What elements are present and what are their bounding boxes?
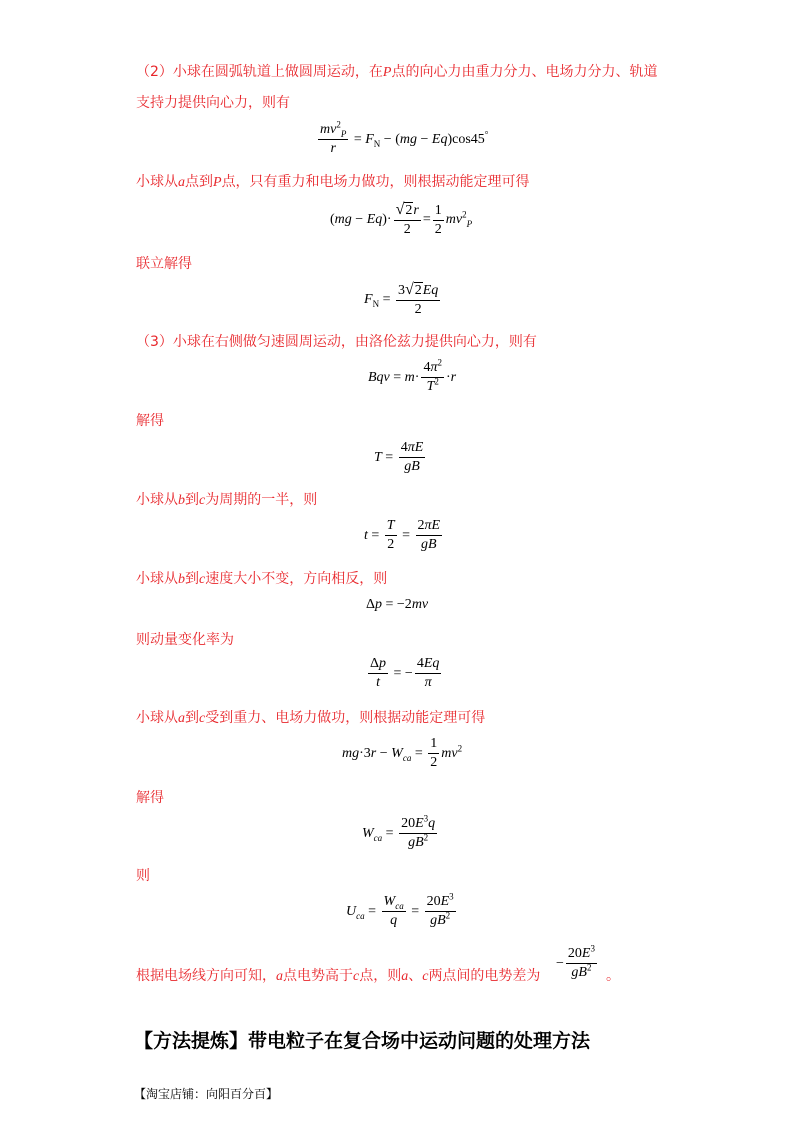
text-line-2: 支持力提供向心力，则有 <box>136 95 290 111</box>
equation-2: (mg − Eq)· √ 2 r 2 = $\frac{1}{2}$ $mv^2_P$ <box>330 201 473 237</box>
footer-shop-note: 【淘宝店铺：向阳百分百】 <box>134 1087 279 1101</box>
text-line-9: 则动量变化率为 <box>136 632 234 648</box>
equation-7: Δp = −2mv <box>366 597 429 612</box>
equation-5: T = $\frac{4\pi E}{gB}$ <box>374 440 424 474</box>
equation-8: $\frac{\Delta p}{t}$ = − $\frac{4Eq}{\pi}$ <box>370 656 440 690</box>
text-line-13-end: 。 <box>606 968 620 984</box>
text-line-3: 小球从a点到P点，只有重力和电场力做功，则根据动能定理可得 <box>136 174 530 190</box>
section-heading: 【方法提炼】带电粒子在复合场中运动问题的处理方法 <box>134 1030 591 1052</box>
equation-1: $\frac{mv^2_P}{r}$ = $F_N - (mg - Eq)\cos 45^\circ$ <box>320 119 489 156</box>
text-line-10: 小球从a到c受到重力、电场力做功，则根据动能定理可得 <box>136 710 486 726</box>
equation-6: t = $\frac{T}{2}$ = $\frac{2\pi E}{gB}$ <box>364 518 441 552</box>
equation-inline-answer: − $\frac{20E^3}{gB^2}$ <box>556 943 595 980</box>
text-line-13: 根据电场线方向可知，a点电势高于c点，则a、c两点间的电势差为 <box>136 968 541 984</box>
text-line-8: 小球从b到c速度大小不变，方向相反，则 <box>136 571 388 587</box>
text-line-5: （3）小球在右侧做匀速圆周运动，由洛伦兹力提供向心力，则有 <box>136 334 537 350</box>
text-line-7: 小球从b到c为周期的一半，则 <box>136 492 318 508</box>
text-line-11: 解得 <box>136 790 164 806</box>
text-line-1: （2）小球在圆弧轨道上做圆周运动，在P点的向心力由重力分力、电场力分力、轨道 <box>136 64 658 80</box>
equation-4: Bqv = m· $\frac{4\pi^2}{T^2}$ ·r <box>368 357 457 394</box>
equation-11: $U_{ca}$ = $\frac{W_{ca}}{q}$ = $\frac{20E^3}{gB^2}$ <box>346 891 454 928</box>
text-line-4: 联立解得 <box>136 256 192 272</box>
text-line-6: 解得 <box>136 413 164 429</box>
equation-3: $F_N$ = 3 √ 2 Eq 2 <box>364 281 439 317</box>
equation-9: $mg\cdot 3r - W_{ca}$ = $\frac{1}{2}$ $mv^2$ <box>342 736 463 770</box>
text-line-12: 则 <box>136 868 150 884</box>
equation-10: $W_{ca}$ = $\frac{20E^3q}{gB^2}$ <box>362 813 436 850</box>
